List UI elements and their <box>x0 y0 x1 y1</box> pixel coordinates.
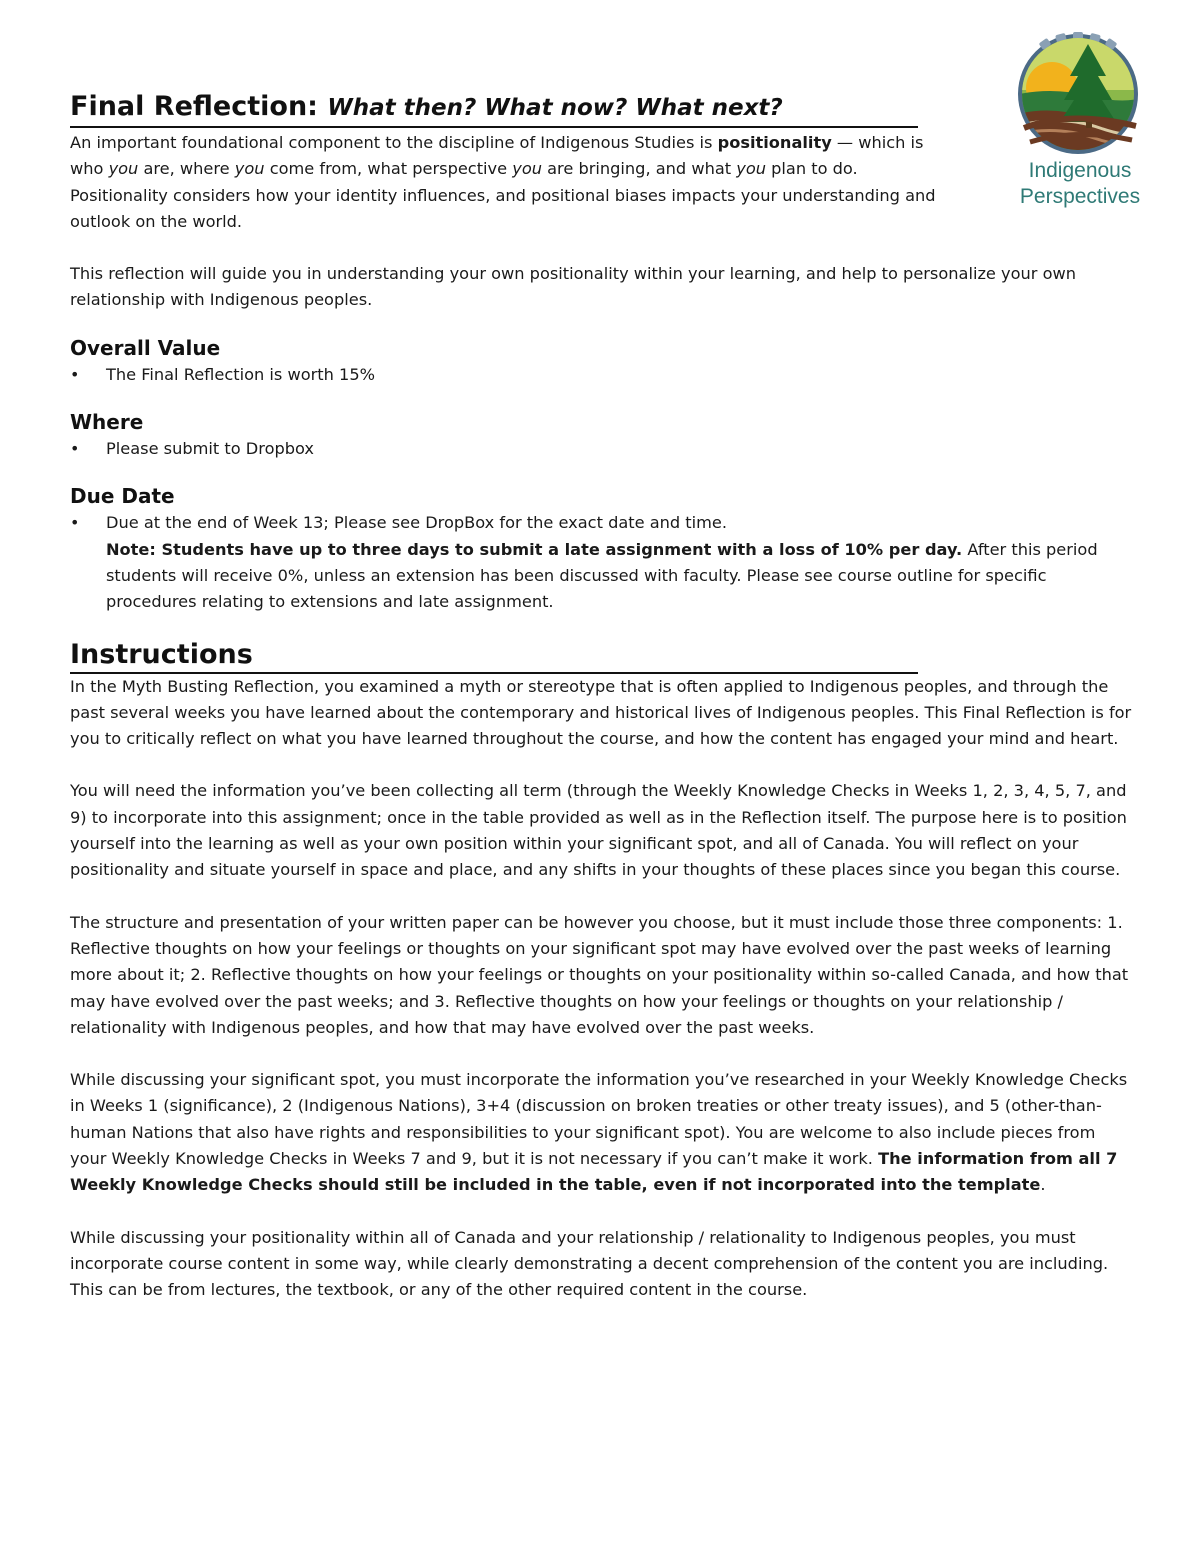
spacer <box>70 1199 1135 1225</box>
emphasis-you: you <box>512 159 542 179</box>
intro-paragraph-2: This reflection will guide you in understanding your own positionality within your learning, and help to personalize your own relationship with Indigenous peoples. <box>70 264 1076 310</box>
emphasis-you: you <box>108 159 139 179</box>
text-span: An important foundational component to the discipline of Indigenous Studies is <box>70 133 718 152</box>
emphasis-you: you <box>736 159 766 179</box>
logo-line-2: Perspectives <box>1019 185 1141 208</box>
positionality-term: positionality <box>717 133 832 152</box>
text-span: are, where <box>138 159 235 179</box>
bullet-icon: • <box>70 513 80 533</box>
due-date-heading: Due Date <box>70 484 175 509</box>
list-item <box>70 510 1135 615</box>
text-span: — which is who <box>70 133 924 179</box>
list-item-text: Please submit to Dropbox <box>106 439 315 459</box>
due-date-list <box>70 510 1135 615</box>
spacer <box>70 235 1135 261</box>
intro-paragraph-1 <box>70 130 960 235</box>
instructions-paragraph-1: In the Myth Busting Reflection, you examined a myth or stereotype that is often applied to Indigenous peoples, and through the past several weeks you have learned about the contemporary and historical lives of Indigenous peoples. This Final Reflection is for you to critically reflect on what you have learned throughout the course, and how the content has engaged your mind and heart. <box>70 676 1132 749</box>
emphasis-you: you <box>234 159 265 179</box>
instructions-paragraph-4 <box>70 1067 1135 1198</box>
where-list <box>70 436 1135 462</box>
table-requirement-note: The information from all 7 Weekly Knowledge Checks should still be included in the table, even if not incorporated into the template <box>70 1149 1118 1195</box>
document-body <box>70 90 1135 1304</box>
text-span: are bringing, and what <box>541 159 737 179</box>
list-item <box>70 362 1135 388</box>
text-span: . <box>1040 1175 1046 1195</box>
list-item-text: Due at the end of Week 13; Please see DropBox for the exact date and time. <box>106 513 728 533</box>
overall-value-heading: Overall Value <box>70 335 221 360</box>
instructions-heading: Instructions <box>70 638 918 674</box>
page-title <box>70 90 918 128</box>
bullet-icon: • <box>70 364 80 384</box>
spacer <box>70 884 1135 910</box>
text-span: plan to do. Positionality considers how your identity influences, and positional biases impacts your understanding and outlook on the world. <box>70 159 936 231</box>
text-span: While discussing your significant spot, you must incorporate the information you’ve researched in your Weekly Knowledge Checks in Weeks 1 (significance), 2 (Indigenous Nations), 3+4 (discussion on broken treaties or other treaty issues), and 5 (other-than-human Nations that also have rights and responsibilities to your significant spot). You are welcome to also include pieces from your Weekly Knowledge Checks in Weeks 7 and 9, but it is not necessary if you can’t make it work. <box>70 1070 1128 1169</box>
instructions-paragraph-2: You will need the information you’ve been collecting all term (through the Weekly Knowledge Checks in Weeks 1, 2, 3, 4, 5, 7, and 9) to incorporate into this assignment; once in the table provided as well as in the Reflection itself. The purpose here is to position yourself into the learning as well as your own position within your significant spot, and all of Canada. You will reflect on your positionality and situate yourself in space and place, and any shifts in your thoughts of these places since you began this course. <box>70 781 1127 880</box>
spacer <box>70 1041 1135 1067</box>
list-item-text: The Final Reflection is worth 15% <box>106 364 375 384</box>
text-span: come from, what perspective <box>264 159 513 179</box>
overall-value-list <box>70 362 1135 388</box>
late-policy-text: After this period students will receive 0%, unless an extension has been discussed with faculty. Please see course outline for specific procedures relating to extensions and late assignment. <box>106 539 1098 612</box>
list-item <box>70 436 1135 462</box>
logo-line-1: Indigenous <box>1028 159 1132 182</box>
spacer <box>70 752 1135 778</box>
title-main: Final Reflection: <box>70 91 328 122</box>
bullet-icon: • <box>70 439 80 459</box>
instructions-paragraph-3: The structure and presentation of your written paper can be however you choose, but it must include those three components: 1. Reflective thoughts on how your feelings or thoughts on your significant spot may have evolved over the past weeks of learning more about it; 2. Reflective thoughts on how your feelings or thoughts on your positionality within so-called Canada, and how that may have evolved over the past weeks; and 3. Reflective thoughts on how your feelings or thoughts on your relationship / relationality with Indigenous peoples, and how that may have evolved over the past weeks. <box>70 912 1129 1037</box>
late-policy-note: Note: Students have up to three days to submit a late assignment with a loss of 10% per day. <box>106 539 963 559</box>
where-heading: Where <box>70 410 144 435</box>
title-subtitle: What then? What now? What next? <box>327 95 783 121</box>
instructions-paragraph-5: While discussing your positionality within all of Canada and your relationship / relationality to Indigenous peoples, you must incorporate course content in some way, while clearly demonstrating a decent comprehension of the content you are including. This can be from lectures, the textbook, or any of the other required content in the course. <box>70 1227 1109 1300</box>
